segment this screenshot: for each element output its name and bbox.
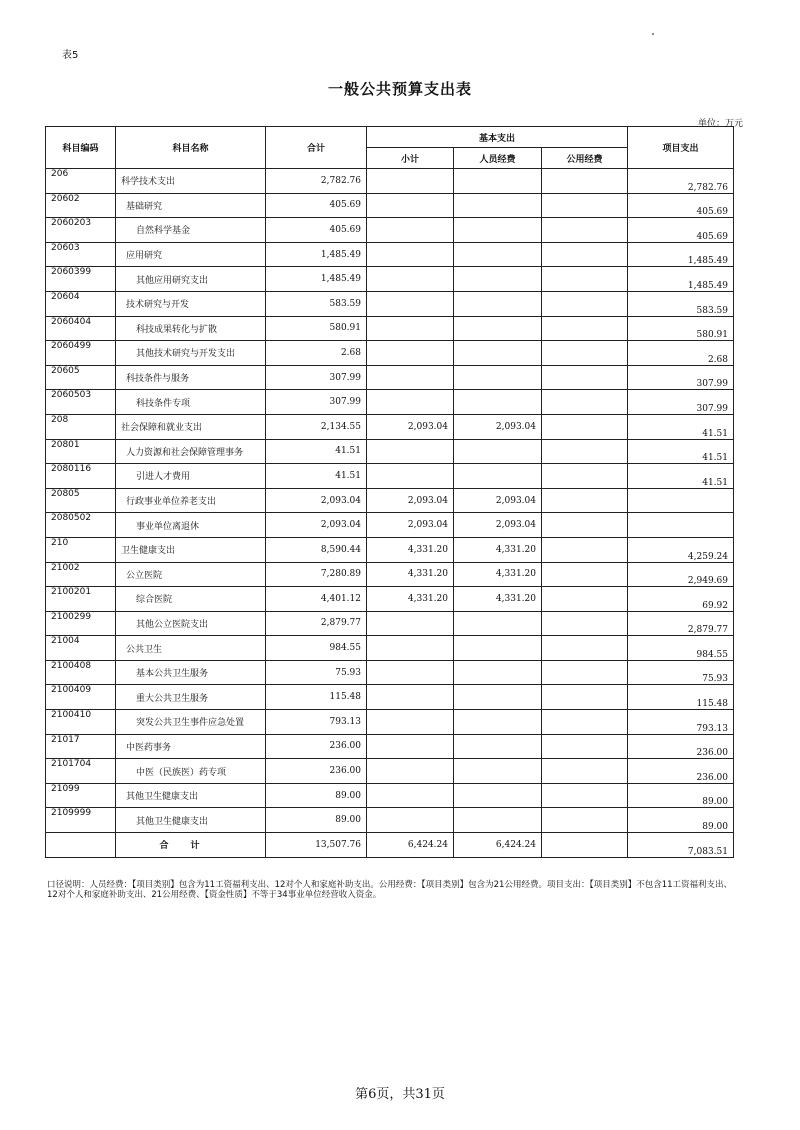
row-subtotal bbox=[367, 193, 454, 218]
row-public bbox=[542, 341, 628, 366]
total-code-cell bbox=[46, 833, 116, 858]
row-name: 自然科学基金 bbox=[116, 218, 266, 243]
total-public bbox=[542, 833, 628, 858]
header-project: 项目支出 bbox=[628, 127, 734, 169]
header-total: 合计 bbox=[266, 127, 367, 169]
header-subtotal: 小计 bbox=[367, 148, 454, 169]
row-total: 236.00 bbox=[266, 734, 367, 759]
row-code: 2060399 bbox=[46, 267, 116, 292]
row-project: 405.69 bbox=[628, 218, 734, 243]
row-project: 1,485.49 bbox=[628, 267, 734, 292]
row-total: 7,280.89 bbox=[266, 562, 367, 587]
row-personnel: 4,331.20 bbox=[454, 587, 542, 612]
table-row bbox=[46, 291, 734, 316]
row-total: 75.93 bbox=[266, 660, 367, 685]
row-public bbox=[542, 660, 628, 685]
row-subtotal bbox=[367, 365, 454, 390]
row-personnel bbox=[454, 808, 542, 833]
row-public bbox=[542, 488, 628, 513]
row-name: 其他公立医院支出 bbox=[116, 611, 266, 636]
table-row bbox=[46, 365, 734, 390]
row-name: 基础研究 bbox=[116, 193, 266, 218]
row-public bbox=[542, 710, 628, 735]
row-total: 2,782.76 bbox=[266, 169, 367, 194]
table-row bbox=[46, 783, 734, 808]
row-total: 984.55 bbox=[266, 636, 367, 661]
row-project: 2,782.76 bbox=[628, 169, 734, 194]
row-public bbox=[542, 562, 628, 587]
header-public: 公用经费 bbox=[542, 148, 628, 169]
row-public bbox=[542, 611, 628, 636]
table-row bbox=[46, 390, 734, 415]
row-subtotal bbox=[367, 808, 454, 833]
row-public bbox=[542, 783, 628, 808]
row-personnel bbox=[454, 291, 542, 316]
row-public bbox=[542, 316, 628, 341]
row-project: 307.99 bbox=[628, 365, 734, 390]
table-row bbox=[46, 169, 734, 194]
row-subtotal bbox=[367, 685, 454, 710]
row-code: 21099 bbox=[46, 783, 116, 808]
row-subtotal bbox=[367, 439, 454, 464]
row-subtotal bbox=[367, 611, 454, 636]
row-personnel bbox=[454, 365, 542, 390]
row-total: 1,485.49 bbox=[266, 267, 367, 292]
row-total: 2,879.77 bbox=[266, 611, 367, 636]
header-personnel: 人员经费 bbox=[454, 148, 542, 169]
row-name: 卫生健康支出 bbox=[116, 537, 266, 562]
row-personnel bbox=[454, 169, 542, 194]
table-row bbox=[46, 611, 734, 636]
row-subtotal bbox=[367, 636, 454, 661]
row-subtotal: 2,093.04 bbox=[367, 414, 454, 439]
row-public bbox=[542, 365, 628, 390]
header-code: 科目编码 bbox=[46, 127, 116, 169]
row-project: 69.92 bbox=[628, 587, 734, 612]
row-personnel: 2,093.04 bbox=[454, 414, 542, 439]
row-name: 其他应用研究支出 bbox=[116, 267, 266, 292]
row-total: 793.13 bbox=[266, 710, 367, 735]
row-total: 2,093.04 bbox=[266, 488, 367, 513]
row-name: 科技条件与服务 bbox=[116, 365, 266, 390]
row-total: 41.51 bbox=[266, 464, 367, 489]
row-project bbox=[628, 513, 734, 538]
row-total: 236.00 bbox=[266, 759, 367, 784]
row-public bbox=[542, 759, 628, 784]
row-project: 2,949.69 bbox=[628, 562, 734, 587]
row-subtotal bbox=[367, 783, 454, 808]
row-name: 突发公共卫生事件应急处置 bbox=[116, 710, 266, 735]
row-code: 2100409 bbox=[46, 685, 116, 710]
row-public bbox=[542, 390, 628, 415]
row-name: 其他卫生健康支出 bbox=[116, 808, 266, 833]
row-personnel: 4,331.20 bbox=[454, 537, 542, 562]
row-public bbox=[542, 193, 628, 218]
row-code: 21004 bbox=[46, 636, 116, 661]
row-code: 20602 bbox=[46, 193, 116, 218]
row-personnel bbox=[454, 611, 542, 636]
row-name: 科技成果转化与扩散 bbox=[116, 316, 266, 341]
row-project bbox=[628, 488, 734, 513]
row-personnel bbox=[454, 464, 542, 489]
row-total: 2,093.04 bbox=[266, 513, 367, 538]
row-code: 2100408 bbox=[46, 660, 116, 685]
row-code: 2080502 bbox=[46, 513, 116, 538]
row-name: 公共卫生 bbox=[116, 636, 266, 661]
row-public bbox=[542, 291, 628, 316]
scope-note: 口径说明：人员经费：【项目类别】包含为11工资福利支出、12对个人和家庭补助支出。公用经费：【项目类别】包含为21公用经费。项目支出：【项目类别】不包含11工资福利支出、12对个人和家庭补助支出、21公用经费、【资金性质】不等于34事业单位经营收入资金。 bbox=[47, 880, 733, 900]
budget-table bbox=[45, 126, 734, 858]
row-personnel bbox=[454, 439, 542, 464]
table-row bbox=[46, 218, 734, 243]
row-subtotal bbox=[367, 291, 454, 316]
total-label: 合计 bbox=[116, 833, 266, 858]
table-row bbox=[46, 710, 734, 735]
header-row-1 bbox=[46, 127, 734, 148]
row-public bbox=[542, 414, 628, 439]
row-personnel bbox=[454, 218, 542, 243]
header-basic: 基本支出 bbox=[367, 127, 628, 148]
row-personnel: 2,093.04 bbox=[454, 513, 542, 538]
row-subtotal bbox=[367, 218, 454, 243]
table-row bbox=[46, 414, 734, 439]
table-row bbox=[46, 439, 734, 464]
row-total: 1,485.49 bbox=[266, 242, 367, 267]
row-project: 405.69 bbox=[628, 193, 734, 218]
row-public bbox=[542, 808, 628, 833]
row-subtotal: 2,093.04 bbox=[367, 488, 454, 513]
total-row bbox=[46, 833, 734, 858]
table-row bbox=[46, 537, 734, 562]
row-public bbox=[542, 267, 628, 292]
row-public bbox=[542, 636, 628, 661]
row-project: 580.91 bbox=[628, 316, 734, 341]
row-subtotal: 4,331.20 bbox=[367, 537, 454, 562]
row-project: 41.51 bbox=[628, 464, 734, 489]
table-row bbox=[46, 193, 734, 218]
row-name: 技术研究与开发 bbox=[116, 291, 266, 316]
row-name: 基本公共卫生服务 bbox=[116, 660, 266, 685]
row-personnel: 2,093.04 bbox=[454, 488, 542, 513]
total-project: 7,083.51 bbox=[628, 833, 734, 858]
row-public bbox=[542, 513, 628, 538]
row-public bbox=[542, 537, 628, 562]
row-code: 2080116 bbox=[46, 464, 116, 489]
row-total: 41.51 bbox=[266, 439, 367, 464]
row-project: 89.00 bbox=[628, 783, 734, 808]
row-public bbox=[542, 587, 628, 612]
row-project: 236.00 bbox=[628, 734, 734, 759]
row-code: 21002 bbox=[46, 562, 116, 587]
row-total: 307.99 bbox=[266, 390, 367, 415]
row-project: 236.00 bbox=[628, 759, 734, 784]
row-subtotal bbox=[367, 759, 454, 784]
table-row bbox=[46, 734, 734, 759]
total-subtotal: 6,424.24 bbox=[367, 833, 454, 858]
row-subtotal: 4,331.20 bbox=[367, 562, 454, 587]
row-code: 20805 bbox=[46, 488, 116, 513]
row-project: 41.51 bbox=[628, 414, 734, 439]
row-name: 中医药事务 bbox=[116, 734, 266, 759]
table-row bbox=[46, 759, 734, 784]
row-total: 405.69 bbox=[266, 193, 367, 218]
row-name: 引进人才费用 bbox=[116, 464, 266, 489]
table-row bbox=[46, 316, 734, 341]
row-name: 其他卫生健康支出 bbox=[116, 783, 266, 808]
page-title: 一般公共预算支出表 bbox=[327, 80, 472, 98]
row-code: 210 bbox=[46, 537, 116, 562]
row-total: 2,134.55 bbox=[266, 414, 367, 439]
row-project: 984.55 bbox=[628, 636, 734, 661]
table-row bbox=[46, 685, 734, 710]
row-project: 75.93 bbox=[628, 660, 734, 685]
table-row bbox=[46, 513, 734, 538]
row-personnel bbox=[454, 710, 542, 735]
row-personnel bbox=[454, 341, 542, 366]
row-name: 社会保障和就业支出 bbox=[116, 414, 266, 439]
row-total: 2.68 bbox=[266, 341, 367, 366]
row-total: 89.00 bbox=[266, 808, 367, 833]
row-code: 2060499 bbox=[46, 341, 116, 366]
row-code: 2101704 bbox=[46, 759, 116, 784]
row-code: 20604 bbox=[46, 291, 116, 316]
row-personnel bbox=[454, 193, 542, 218]
row-project: 115.48 bbox=[628, 685, 734, 710]
total-amount: 13,507.76 bbox=[266, 833, 367, 858]
row-total: 4,401.12 bbox=[266, 587, 367, 612]
row-personnel bbox=[454, 316, 542, 341]
row-name: 人力资源和社会保障管理事务 bbox=[116, 439, 266, 464]
row-code: 2109999 bbox=[46, 808, 116, 833]
row-subtotal: 2,093.04 bbox=[367, 513, 454, 538]
row-project: 307.99 bbox=[628, 390, 734, 415]
table-row bbox=[46, 636, 734, 661]
row-name: 综合医院 bbox=[116, 587, 266, 612]
row-name: 科学技术支出 bbox=[116, 169, 266, 194]
row-name: 其他技术研究与开发支出 bbox=[116, 341, 266, 366]
row-name: 公立医院 bbox=[116, 562, 266, 587]
row-total: 8,590.44 bbox=[266, 537, 367, 562]
table-row bbox=[46, 587, 734, 612]
row-personnel bbox=[454, 636, 542, 661]
row-public bbox=[542, 439, 628, 464]
row-project: 4,259.24 bbox=[628, 537, 734, 562]
table-row bbox=[46, 808, 734, 833]
row-subtotal: 4,331.20 bbox=[367, 587, 454, 612]
row-name: 行政事业单位养老支出 bbox=[116, 488, 266, 513]
header-name: 科目名称 bbox=[116, 127, 266, 169]
row-personnel bbox=[454, 759, 542, 784]
row-project: 1,485.49 bbox=[628, 242, 734, 267]
row-public bbox=[542, 734, 628, 759]
row-name: 事业单位离退休 bbox=[116, 513, 266, 538]
row-code: 20605 bbox=[46, 365, 116, 390]
row-code: 2100299 bbox=[46, 611, 116, 636]
table-row bbox=[46, 464, 734, 489]
row-code: 2060203 bbox=[46, 218, 116, 243]
row-total: 89.00 bbox=[266, 783, 367, 808]
row-public bbox=[542, 218, 628, 243]
row-public bbox=[542, 464, 628, 489]
page-footer: 第6页，共31页 bbox=[355, 1087, 445, 1102]
row-public bbox=[542, 242, 628, 267]
row-subtotal bbox=[367, 242, 454, 267]
row-project: 2,879.77 bbox=[628, 611, 734, 636]
row-personnel: 4,331.20 bbox=[454, 562, 542, 587]
row-total: 583.59 bbox=[266, 291, 367, 316]
row-total: 580.91 bbox=[266, 316, 367, 341]
table-row bbox=[46, 267, 734, 292]
row-code: 208 bbox=[46, 414, 116, 439]
table-row bbox=[46, 341, 734, 366]
row-subtotal bbox=[367, 660, 454, 685]
total-personnel: 6,424.24 bbox=[454, 833, 542, 858]
row-project: 41.51 bbox=[628, 439, 734, 464]
row-code: 21017 bbox=[46, 734, 116, 759]
row-project: 583.59 bbox=[628, 291, 734, 316]
table-row bbox=[46, 660, 734, 685]
table-row bbox=[46, 488, 734, 513]
row-subtotal bbox=[367, 169, 454, 194]
row-subtotal bbox=[367, 710, 454, 735]
row-personnel bbox=[454, 390, 542, 415]
row-personnel bbox=[454, 242, 542, 267]
table-number-label: 表5 bbox=[62, 50, 79, 61]
row-subtotal bbox=[367, 267, 454, 292]
row-code: 20801 bbox=[46, 439, 116, 464]
row-project: 89.00 bbox=[628, 808, 734, 833]
row-subtotal bbox=[367, 464, 454, 489]
row-code: 2100201 bbox=[46, 587, 116, 612]
row-code: 2060503 bbox=[46, 390, 116, 415]
row-total: 405.69 bbox=[266, 218, 367, 243]
row-personnel bbox=[454, 267, 542, 292]
row-personnel bbox=[454, 685, 542, 710]
row-name: 应用研究 bbox=[116, 242, 266, 267]
row-name: 中医（民族医）药专项 bbox=[116, 759, 266, 784]
row-public bbox=[542, 169, 628, 194]
table-row bbox=[46, 562, 734, 587]
row-subtotal bbox=[367, 341, 454, 366]
unit-label: 单位：万元 bbox=[698, 119, 744, 129]
scan-speck bbox=[652, 33, 654, 35]
row-code: 206 bbox=[46, 169, 116, 194]
row-code: 2100410 bbox=[46, 710, 116, 735]
row-personnel bbox=[454, 783, 542, 808]
row-subtotal bbox=[367, 316, 454, 341]
row-code: 2060404 bbox=[46, 316, 116, 341]
row-name: 科技条件专项 bbox=[116, 390, 266, 415]
row-personnel bbox=[454, 660, 542, 685]
row-total: 307.99 bbox=[266, 365, 367, 390]
row-name: 重大公共卫生服务 bbox=[116, 685, 266, 710]
row-project: 793.13 bbox=[628, 710, 734, 735]
row-public bbox=[542, 685, 628, 710]
row-subtotal bbox=[367, 734, 454, 759]
row-personnel bbox=[454, 734, 542, 759]
row-subtotal bbox=[367, 390, 454, 415]
table-row bbox=[46, 242, 734, 267]
row-total: 115.48 bbox=[266, 685, 367, 710]
row-project: 2.68 bbox=[628, 341, 734, 366]
row-code: 20603 bbox=[46, 242, 116, 267]
